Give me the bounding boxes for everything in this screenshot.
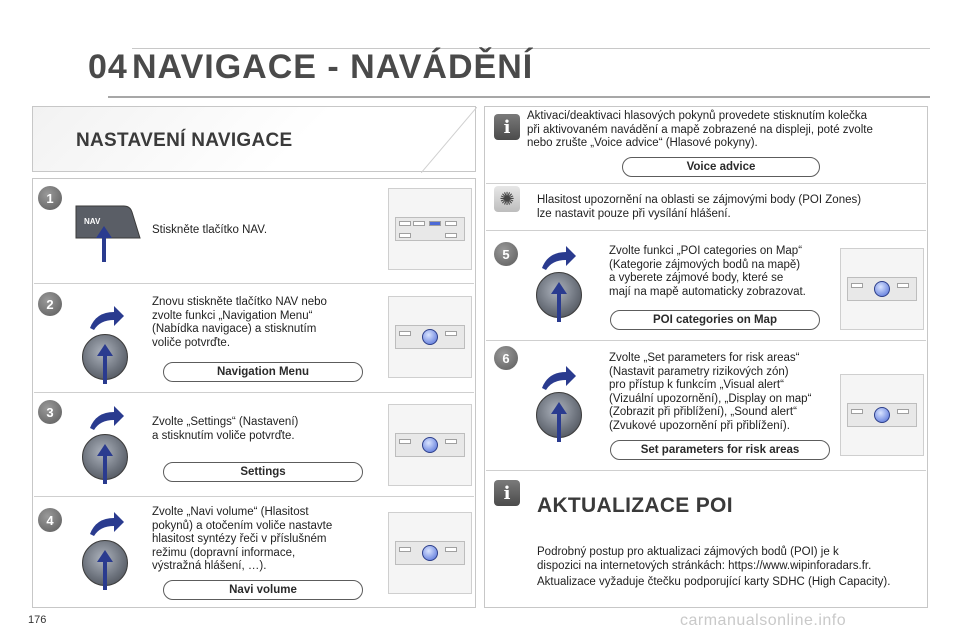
step-6-line: Zvolte „Set parameters for risk areas“ bbox=[609, 352, 800, 364]
radio-unit-step-3 bbox=[388, 404, 472, 486]
poi-categories-pill: POI categories on Map bbox=[610, 310, 820, 330]
radio-button bbox=[445, 331, 457, 336]
arrow-up-icon bbox=[549, 282, 569, 322]
step-5-line: a vyberete zájmové body, které se bbox=[609, 272, 784, 284]
radio-button bbox=[445, 233, 457, 238]
info-line: nebo zrušte „Voice advice“ (Hlasové pokyny). bbox=[527, 137, 758, 149]
settings-pill: Settings bbox=[163, 462, 363, 482]
divider bbox=[486, 230, 926, 231]
radio-knob-highlight bbox=[422, 545, 438, 561]
step-4-line: Zvolte „Navi volume“ (Hlasitost bbox=[152, 506, 309, 518]
divider bbox=[34, 496, 474, 497]
step-4-text bbox=[152, 506, 332, 574]
risk-areas-pill: Set parameters for risk areas bbox=[610, 440, 830, 460]
navi-volume-pill: Navi volume bbox=[163, 580, 363, 600]
step-5-text bbox=[609, 245, 806, 299]
step-2-line: zvolte funkci „Navigation Menu“ bbox=[152, 309, 313, 322]
step-5-line: mají na mapě automaticky zobrazovat. bbox=[609, 285, 806, 298]
poi-update-title: AKTUALIZACE POI bbox=[537, 494, 733, 517]
arrow-up-icon bbox=[549, 402, 569, 442]
curved-arrow-icon bbox=[88, 512, 124, 536]
radio-knob-highlight bbox=[874, 281, 890, 297]
step-4-line: režimu (dopravní informace, bbox=[152, 546, 296, 559]
step-6-text bbox=[609, 352, 811, 433]
radio-unit-step-1 bbox=[388, 188, 472, 270]
poi-update-para-2: Aktualizace vyžaduje čtečku podporující karty SDHC (High Capacity). bbox=[537, 576, 891, 588]
radio-button bbox=[897, 283, 909, 288]
step-badge-6: 6 bbox=[494, 346, 518, 370]
info-voice-advice-text bbox=[527, 110, 873, 151]
info-icon: i bbox=[494, 114, 520, 140]
arrow-up-icon bbox=[94, 226, 114, 262]
step-4-line: výstražná hlášení, …). bbox=[152, 560, 267, 572]
step-3-line: Zvolte „Settings“ (Nastavení) bbox=[152, 416, 299, 428]
arrow-up-icon bbox=[95, 550, 115, 590]
divider bbox=[486, 183, 926, 184]
radio-button bbox=[445, 439, 457, 444]
step-badge-1: 1 bbox=[38, 186, 62, 210]
step-badge-2: 2 bbox=[38, 292, 62, 316]
radio-button bbox=[445, 221, 457, 226]
info-poi-zones-text bbox=[537, 194, 861, 221]
step-6-line: pro přístup k funkcím „Visual alert“ bbox=[609, 379, 784, 391]
radio-button bbox=[399, 221, 411, 226]
divider bbox=[34, 392, 474, 393]
step-2-line: (Nabídka navigace) a stisknutím bbox=[152, 323, 317, 335]
chapter-title-text: NAVIGACE - NAVÁDĚNÍ bbox=[132, 48, 534, 86]
radio-button bbox=[851, 283, 863, 288]
step-2-text bbox=[152, 296, 327, 350]
step-4-line: pokynů) a otočením voliče nastavte bbox=[152, 519, 333, 532]
radio-button bbox=[413, 221, 425, 226]
step-3-text bbox=[152, 416, 298, 443]
curved-arrow-icon bbox=[88, 406, 124, 430]
step-badge-3: 3 bbox=[38, 400, 62, 424]
radio-knob-highlight bbox=[422, 437, 438, 453]
step-2-line: Znovu stiskněte tlačítko NAV nebo bbox=[152, 296, 327, 308]
nav-button-label: NAV bbox=[84, 217, 101, 226]
corner-fold-decoration bbox=[421, 107, 477, 173]
step-4-line: hlasitost syntézy řeči v příslušném bbox=[152, 533, 327, 545]
step-3-line: a stisknutím voliče potvrďte. bbox=[152, 429, 295, 442]
radio-knob-highlight bbox=[422, 329, 438, 345]
arrow-up-icon bbox=[95, 344, 115, 384]
step-1-line: Stiskněte tlačítko NAV. bbox=[152, 224, 268, 236]
step-5-line: (Kategorie zájmových bodů na mapě) bbox=[609, 258, 801, 271]
radio-nav-button-highlight bbox=[429, 221, 441, 226]
radio-button bbox=[399, 233, 411, 238]
step-2-line: voliče potvrďte. bbox=[152, 336, 231, 349]
info-line: při aktivovaném navádění a mapě zobrazené na displeji, poté zvolte bbox=[527, 123, 873, 136]
navigation-menu-pill: Navigation Menu bbox=[163, 362, 363, 382]
info-icon: i bbox=[494, 480, 520, 506]
header-rule bbox=[108, 96, 930, 98]
info-line: lze nastavit pouze při vysílání hlášení. bbox=[537, 207, 731, 220]
brightness-icon: ✺ bbox=[494, 186, 520, 212]
radio-button bbox=[399, 439, 411, 444]
info-line: Hlasitost upozornění na oblasti se zájmovými body (POI Zones) bbox=[537, 194, 862, 206]
poi-update-line: dispozici na internetových stránkách: https://www.wipinforadars.fr. bbox=[537, 559, 872, 572]
poi-update-line: Podrobný postup pro aktualizaci zájmových bodů (POI) je k bbox=[537, 546, 839, 558]
chapter-number: 04 bbox=[88, 48, 128, 86]
curved-arrow-icon bbox=[540, 246, 576, 270]
radio-unit-step-5 bbox=[840, 248, 924, 330]
radio-button bbox=[399, 331, 411, 336]
step-badge-4: 4 bbox=[38, 508, 62, 532]
section-title-nastaveni: NASTAVENÍ NAVIGACE bbox=[76, 130, 293, 151]
radio-button bbox=[399, 547, 411, 552]
arrow-up-icon bbox=[95, 444, 115, 484]
radio-unit-step-4 bbox=[388, 512, 472, 594]
step-6-line: (Vizuální upozornění), „Display on map“ bbox=[609, 392, 812, 405]
step-6-line: (Zvukové upozornění při přiblížení). bbox=[609, 419, 790, 432]
page-number: 176 bbox=[28, 614, 47, 626]
radio-button bbox=[897, 409, 909, 414]
poi-update-para-1 bbox=[537, 546, 871, 573]
curved-arrow-icon bbox=[540, 366, 576, 390]
curved-arrow-icon bbox=[88, 306, 124, 330]
chapter-title bbox=[132, 48, 533, 87]
watermark: carmanualsonline.info bbox=[680, 612, 847, 629]
step-6-line: (Nastavit parametry rizikových zón) bbox=[609, 365, 789, 378]
divider bbox=[486, 340, 926, 341]
radio-button bbox=[445, 547, 457, 552]
divider bbox=[486, 470, 926, 471]
info-line: Aktivaci/deaktivaci hlasových pokynů provedete stisknutím kolečka bbox=[527, 110, 868, 122]
step-6-line: (Zobrazit při přiblížení), „Sound alert“ bbox=[609, 406, 797, 418]
radio-knob-highlight bbox=[874, 407, 890, 423]
divider bbox=[34, 283, 474, 284]
voice-advice-pill: Voice advice bbox=[622, 157, 820, 177]
radio-button bbox=[851, 409, 863, 414]
radio-unit-step-6 bbox=[840, 374, 924, 456]
step-badge-5: 5 bbox=[494, 242, 518, 266]
radio-unit-step-2 bbox=[388, 296, 472, 378]
step-5-line: Zvolte funkci „POI categories on Map“ bbox=[609, 245, 803, 257]
step-1-text bbox=[152, 224, 267, 238]
